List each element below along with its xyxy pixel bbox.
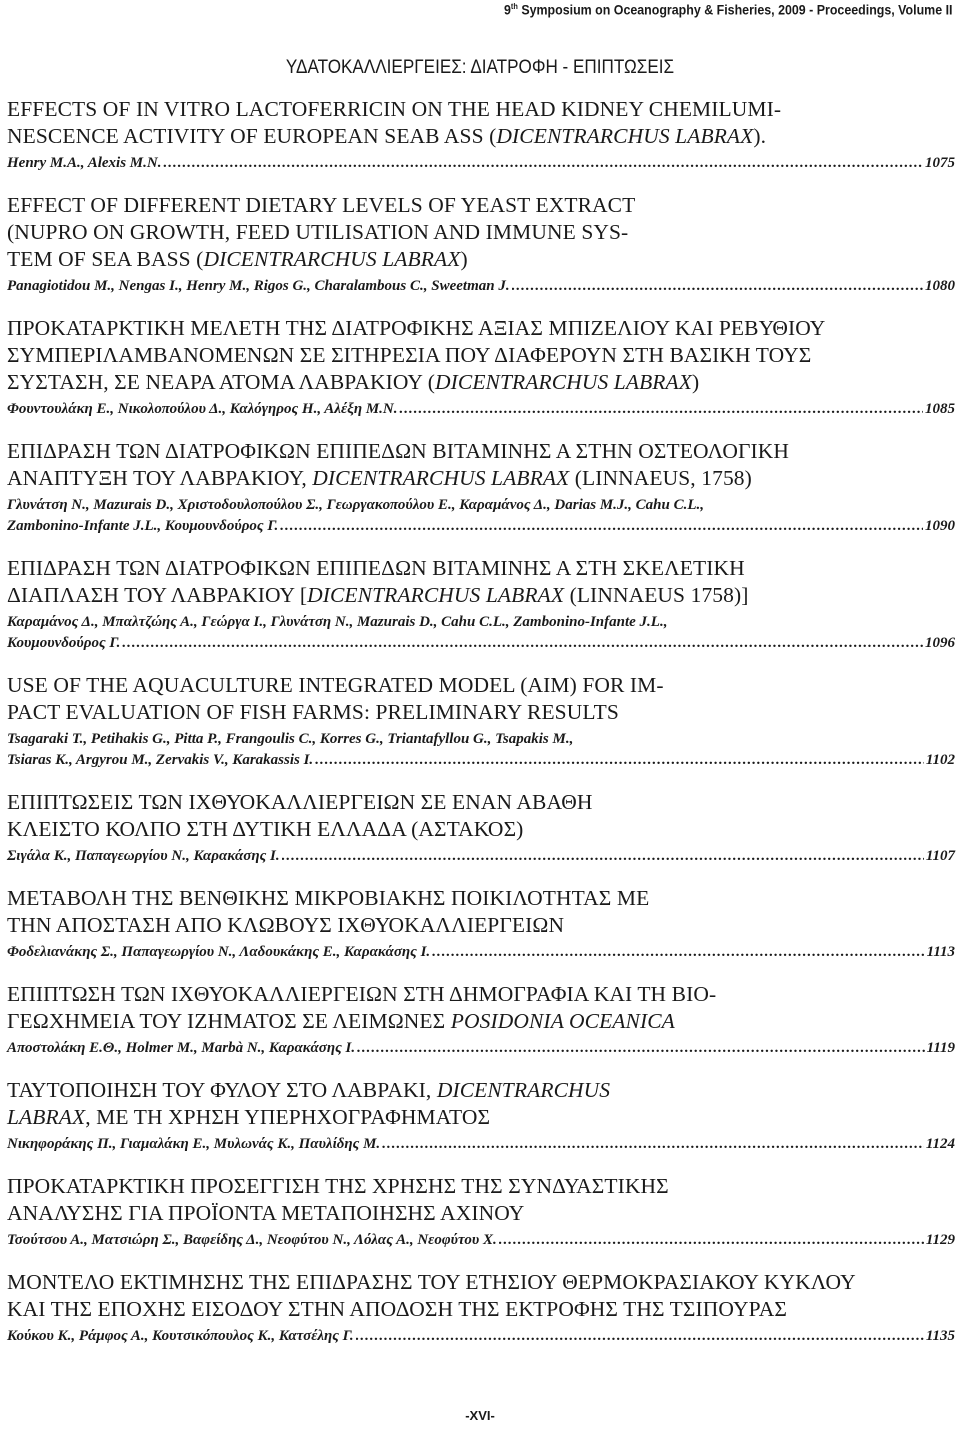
authors-text: Φοδελιανάκης Σ., Παπαγεωργίου Ν., Λαδουκάκης Ε., Καρακάσης Ι. <box>7 944 431 960</box>
running-header-sup: th <box>510 2 518 11</box>
species-name: DICENTRARCHUS LABRAX <box>307 583 565 607</box>
toc-entry[interactable] <box>7 438 955 537</box>
entry-title-line <box>7 699 955 726</box>
entry-title <box>7 1173 955 1227</box>
toc-entry[interactable] <box>7 555 955 654</box>
page-ref[interactable]: 1113 <box>926 944 955 960</box>
entry-authors <box>7 729 955 771</box>
entry-title <box>7 981 955 1035</box>
species-name: DICENTRARCHUS LABRAX <box>203 247 461 271</box>
title-text: (LINNAEUS 1758)] <box>564 583 749 607</box>
title-text: USE OF THE AQUACULTURE INTEGRATED MODEL (AIM) FOR IM- <box>7 673 664 697</box>
entry-title-line <box>7 123 955 150</box>
entry-title <box>7 555 955 609</box>
page-ref[interactable]: 1124 <box>925 1136 955 1152</box>
authors-text: Φουντουλάκη Ε., Νικολοπούλου Δ., Καλόγηρος Η., Αλέξη Μ.Ν. <box>7 401 398 417</box>
entry-authors <box>7 1038 955 1059</box>
entry-title-line <box>7 1269 955 1296</box>
title-text: ΣΥΜΠΕΡΙΛΑΜΒΑΝΟΜΕΝΩΝ ΣΕ ΣΙΤΗΡΕΣΙΑ ΠΟΥ ΔΙΑΦΕΡΟΥΝ ΣΤΗ ΒΑΣΙΚΗ ΤΟΥΣ <box>7 343 812 367</box>
entry-title-line <box>7 789 955 816</box>
entry-title <box>7 885 955 939</box>
page-ref[interactable]: 1080 <box>925 278 955 294</box>
entry-title <box>7 96 955 150</box>
entry-title-line <box>7 1077 955 1104</box>
toc-entry[interactable] <box>7 1173 955 1251</box>
page-ref[interactable]: 1129 <box>925 1232 955 1248</box>
authors-text: Tsiaras K., Argyrou M., Zervakis V., Karakassis I. <box>7 752 314 768</box>
title-text: ΜΕΤΑΒΟΛΗ ΤΗΣ ΒΕΝΘΙΚΗΣ ΜΙΚΡΟΒΙΑΚΗΣ ΠΟΙΚΙΛΟΤΗΤΑΣ ΜΕ <box>7 886 650 910</box>
toc-entry[interactable] <box>7 1077 955 1155</box>
authors-line: Γλυνάτση Ν., Mazurais D., Χριστοδουλοπούλου Σ., Γεωργακοπούλου Ε., Καραμάνος Δ., Darias M.J., Cahu C.L., <box>7 497 705 513</box>
title-text: ΑΝΑΠΤΥΞΗ ΤΟΥ ΛΑΒΡΑΚΙΟΥ, <box>7 466 313 490</box>
entry-title-line <box>7 672 955 699</box>
authors-text: Panagiotidou M., Nengas I., Henry M., Rigos G., Charalambous C., Sweetman J. <box>7 278 510 294</box>
entry-title-line <box>7 1008 955 1035</box>
title-text: ΣΥΣΤΑΣΗ, ΣΕ ΝΕΑΡΑ ΑΤΟΜΑ ΛΑΒΡΑΚΙΟΥ ( <box>7 370 435 394</box>
dot-leader <box>356 1326 924 1347</box>
page-number: -XVI- <box>465 1408 495 1423</box>
title-text: NESCENCE ACTIVITY OF EUROPEAN SEAB ASS ( <box>7 124 497 148</box>
authors-text: Henry M.A., Alexis M.N. <box>7 155 162 171</box>
entry-authors <box>7 942 955 963</box>
entry-title-line <box>7 1173 955 1200</box>
authors-text: Κουμουνδούρος Γ. <box>7 635 121 651</box>
title-text: ΠΡΟΚΑΤΑΡΚΤΙΚΗ ΜΕΛΕΤΗ ΤΗΣ ΔΙΑΤΡΟΦΙΚΗΣ ΑΞΙΑΣ ΜΠΙΖΕΛΙΟΥ ΚΑΙ ΡΕΒΥΘΙΟΥ <box>7 316 826 340</box>
authors-page-line <box>7 1038 955 1059</box>
entry-title <box>7 192 955 273</box>
entry-title-line <box>7 315 955 342</box>
title-text: ΕΠΙΔΡΑΣΗ ΤΩΝ ΔΙΑΤΡΟΦΙΚΩΝ ΕΠΙΠΕΔΩΝ ΒΙΤΑΜΙΝΗΣ Α ΣΤΗ ΣΚΕΛΕΤΙΚΗ <box>7 556 745 580</box>
page-ref[interactable]: 1096 <box>925 635 955 651</box>
dot-leader <box>432 942 924 963</box>
page-ref[interactable]: 1107 <box>925 848 955 864</box>
authors-page-line <box>7 942 955 963</box>
dot-leader <box>399 399 923 420</box>
toc-entry[interactable] <box>7 789 955 867</box>
species-name: DICENTRARCHUS LABRAX <box>496 124 754 148</box>
entry-title-line <box>7 1296 955 1323</box>
title-text: ΑΝΑΛΥΣΗΣ ΓΙΑ ΠΡΟΪΟΝΤΑ ΜΕΤΑΠΟΙΗΣΗΣ ΑΧΙΝΟΥ <box>7 1201 525 1225</box>
title-text: (LINNAEUS, 1758) <box>569 466 752 490</box>
running-header-number: 9 <box>503 2 511 18</box>
dot-leader <box>499 1230 924 1251</box>
dot-leader <box>315 750 924 771</box>
entry-authors <box>7 276 955 297</box>
page-ref[interactable]: 1119 <box>926 1040 955 1056</box>
entry-authors <box>7 495 955 537</box>
authors-line: Καραμάνος Δ., Μπαλτζώης Α., Γεώργα Ι., Γλυνάτση Ν., Mazurais D., Cahu C.L., Zambonino-Infante J.L., <box>7 614 668 630</box>
table-of-contents <box>7 96 955 1365</box>
entry-authors <box>7 1326 955 1347</box>
entry-title-line <box>7 555 955 582</box>
entry-title-line <box>7 981 955 1008</box>
entry-title <box>7 438 955 492</box>
running-header <box>504 2 952 18</box>
title-text: TEM OF SEA BASS ( <box>7 247 204 271</box>
title-text: ΜΟΝΤΕΛΟ ΕΚΤΙΜΗΣΗΣ ΤΗΣ ΕΠΙΔΡΑΣΗΣ ΤΟΥ ΕΤΗΣΙΟΥ ΘΕΡΜΟΚΡΑΣΙΑΚΟΥ ΚΥΚΛΟΥ <box>7 1270 856 1294</box>
authors-page-line <box>7 750 955 771</box>
entry-authors <box>7 153 955 174</box>
entry-title-line <box>7 192 955 219</box>
authors-page-line <box>7 846 955 867</box>
page-ref[interactable]: 1075 <box>925 155 955 171</box>
section-title: ΥΔΑΤΟΚΑΛΛΙΕΡΓΕΙΕΣ: ΔΙΑΤΡΟΦΗ - ΕΠΙΠΤΩΣΕΙΣ <box>285 57 675 78</box>
authors-page-line <box>7 399 955 420</box>
entry-title-line <box>7 912 955 939</box>
dot-leader <box>357 1038 925 1059</box>
title-text: PACT EVALUATION OF FISH FARMS: PRELIMINARY RESULTS <box>7 700 619 724</box>
entry-title-line <box>7 369 955 396</box>
title-text: ΤΗΝ ΑΠΟΣΤΑΣΗ ΑΠΟ ΚΛΩΒΟΥΣ ΙΧΘΥΟΚΑΛΛΙΕΡΓΕΙΩΝ <box>7 913 565 937</box>
species-name: LABRAX <box>7 1105 86 1129</box>
title-text: ΕΠΙΠΤΩΣΕΙΣ ΤΩΝ ΙΧΘΥΟΚΑΛΛΙΕΡΓΕΙΩΝ ΣΕ ΕΝΑΝ ΑΒΑΘΗ <box>7 790 593 814</box>
entry-authors <box>7 612 955 654</box>
authors-line: Tsagaraki T., Petihakis G., Pitta P., Frangoulis C., Korres G., Triantafyllou G., Tsapakis M., <box>7 731 574 747</box>
title-text: ) <box>460 247 468 271</box>
dot-leader <box>122 633 923 654</box>
dot-leader <box>512 276 923 297</box>
toc-entry[interactable] <box>7 885 955 963</box>
toc-entry[interactable] <box>7 192 955 297</box>
entry-authors <box>7 399 955 420</box>
entry-title <box>7 315 955 396</box>
authors-page-line <box>7 153 955 174</box>
authors-text: Αποστολάκη Ε.Θ., Holmer M., Marbà N., Καρακάσης Ι. <box>7 1040 356 1056</box>
species-name: POSIDONIA OCEANICA <box>450 1009 675 1033</box>
title-text: EFFECT OF DIFFERENT DIETARY LEVELS OF YEAST EXTRACT <box>7 193 636 217</box>
title-text: ΠΡΟΚΑΤΑΡΚΤΙΚΗ ΠΡΟΣΕΓΓΙΣΗ ΤΗΣ ΧΡΗΣΗΣ ΤΗΣ ΣΥΝΔΥΑΣΤΙΚΗΣ <box>7 1174 669 1198</box>
running-header-text: Symposium on Oceanography & Fisheries, 2009 - Proceedings, Volume II <box>517 2 952 18</box>
entry-title-line <box>7 816 955 843</box>
entry-title-line <box>7 342 955 369</box>
page-ref[interactable]: 1135 <box>925 1328 955 1344</box>
authors-text: Zambonino-Infante J.L., Κουμουνδούρος Γ. <box>7 518 279 534</box>
dot-leader <box>163 153 923 174</box>
entry-title <box>7 1077 955 1131</box>
title-text: EFFECTS OF IN VITRO LACTOFERRICIN ON THE HEAD KIDNEY CHEMILUMI- <box>7 97 782 121</box>
title-text: ΕΠΙΠΤΩΣΗ ΤΩΝ ΙΧΘΥΟΚΑΛΛΙΕΡΓΕΙΩΝ ΣΤΗ ΔΗΜΟΓΡΑΦΙΑ ΚΑΙ ΤΗ ΒΙΟ- <box>7 982 717 1006</box>
authors-page-line <box>7 1134 955 1155</box>
authors-page-line <box>7 516 955 537</box>
entry-authors <box>7 846 955 867</box>
title-text: ΤΑΥΤΟΠΟΙΗΣΗ ΤΟΥ ΦΥΛΟΥ ΣΤΟ ΛΑΒΡΑΚΙ, <box>7 1078 437 1102</box>
entry-title-line <box>7 219 955 246</box>
dot-leader <box>280 516 923 537</box>
dot-leader <box>382 1134 924 1155</box>
entry-title-line <box>7 885 955 912</box>
authors-text: Σιγάλα Κ., Παπαγεωργίου Ν., Καρακάσης Ι. <box>7 848 280 864</box>
title-text: ΕΠΙΔΡΑΣΗ ΤΩΝ ΔΙΑΤΡΟΦΙΚΩΝ ΕΠΙΠΕΔΩΝ ΒΙΤΑΜΙΝΗΣ Α ΣΤΗΝ ΟΣΤΕΟΛΟΓΙΚΗ <box>7 439 790 463</box>
authors-text: Κούκου Κ., Ράμφος Α., Κουτσικόπουλος Κ., Κατσέλης Γ. <box>7 1328 354 1344</box>
entry-title <box>7 1269 955 1323</box>
title-text: ΔΙΑΠΛΑΣΗ ΤΟΥ ΛΑΒΡΑΚΙΟΥ [ <box>7 583 308 607</box>
species-name: DICENTRARCHUS <box>436 1078 611 1102</box>
toc-entry[interactable] <box>7 315 955 420</box>
toc-entry[interactable] <box>7 981 955 1059</box>
entry-title-line <box>7 582 955 609</box>
authors-page-line <box>7 1230 955 1251</box>
authors-text: Τσούτσου Α., Ματσιώρη Σ., Βαφείδης Δ., Νεοφύτου Ν., Λόλας Α., Νεοφύτου Χ. <box>7 1232 497 1248</box>
authors-page-line <box>7 633 955 654</box>
page-ref[interactable]: 1102 <box>925 752 955 768</box>
entry-title <box>7 672 955 726</box>
entry-authors <box>7 1230 955 1251</box>
title-text: ΚΑΙ ΤΗΣ ΕΠΟΧΗΣ ΕΙΣΟΔΟΥ ΣΤΗΝ ΑΠΟΔΟΣΗ ΤΗΣ ΕΚΤΡΟΦΗΣ ΤΗΣ ΤΣΙΠΟΥΡΑΣ <box>7 1297 787 1321</box>
authors-text: Νικηφοράκης Π., Γιαμαλάκη Ε., Μυλωνάς Κ., Παυλίδης Μ. <box>7 1136 381 1152</box>
title-text: ΚΛΕΙΣΤΟ ΚΟΛΠΟ ΣΤΗ ΔΥΤΙΚΗ ΕΛΛΑΔΑ (ΑΣΤΑΚΟΣ) <box>7 817 524 841</box>
entry-title-line <box>7 1200 955 1227</box>
entry-title-line <box>7 1104 955 1131</box>
authors-page-line <box>7 1326 955 1347</box>
entry-title-line <box>7 465 955 492</box>
title-text: (NUPRO ON GROWTH, FEED UTILISATION AND IMMUNE SYS- <box>7 220 629 244</box>
title-text: , ΜΕ ΤΗ ΧΡΗΣΗ ΥΠΕΡΗΧΟΓΡΑΦΗΜΑΤΟΣ <box>85 1105 491 1129</box>
authors-page-line <box>7 276 955 297</box>
species-name: DICENTRARCHUS LABRAX <box>435 370 692 394</box>
page-ref[interactable]: 1090 <box>925 518 955 534</box>
entry-authors <box>7 1134 955 1155</box>
toc-entry[interactable] <box>7 672 955 771</box>
entry-title-line <box>7 246 955 273</box>
toc-entry[interactable] <box>7 1269 955 1347</box>
species-name: DICENTRARCHUS LABRAX <box>312 466 570 490</box>
title-text: ΓΕΩΧΗΜΕΙΑ ΤΟΥ ΙΖΗΜΑΤΟΣ ΣΕ ΛΕΙΜΩΝΕΣ <box>7 1009 451 1033</box>
dot-leader <box>282 846 924 867</box>
entry-title-line <box>7 438 955 465</box>
entry-title <box>7 789 955 843</box>
title-text: ) <box>692 370 700 394</box>
title-text: ). <box>753 124 767 148</box>
entry-title-line <box>7 96 955 123</box>
toc-entry[interactable] <box>7 96 955 174</box>
page-ref[interactable]: 1085 <box>925 401 955 417</box>
